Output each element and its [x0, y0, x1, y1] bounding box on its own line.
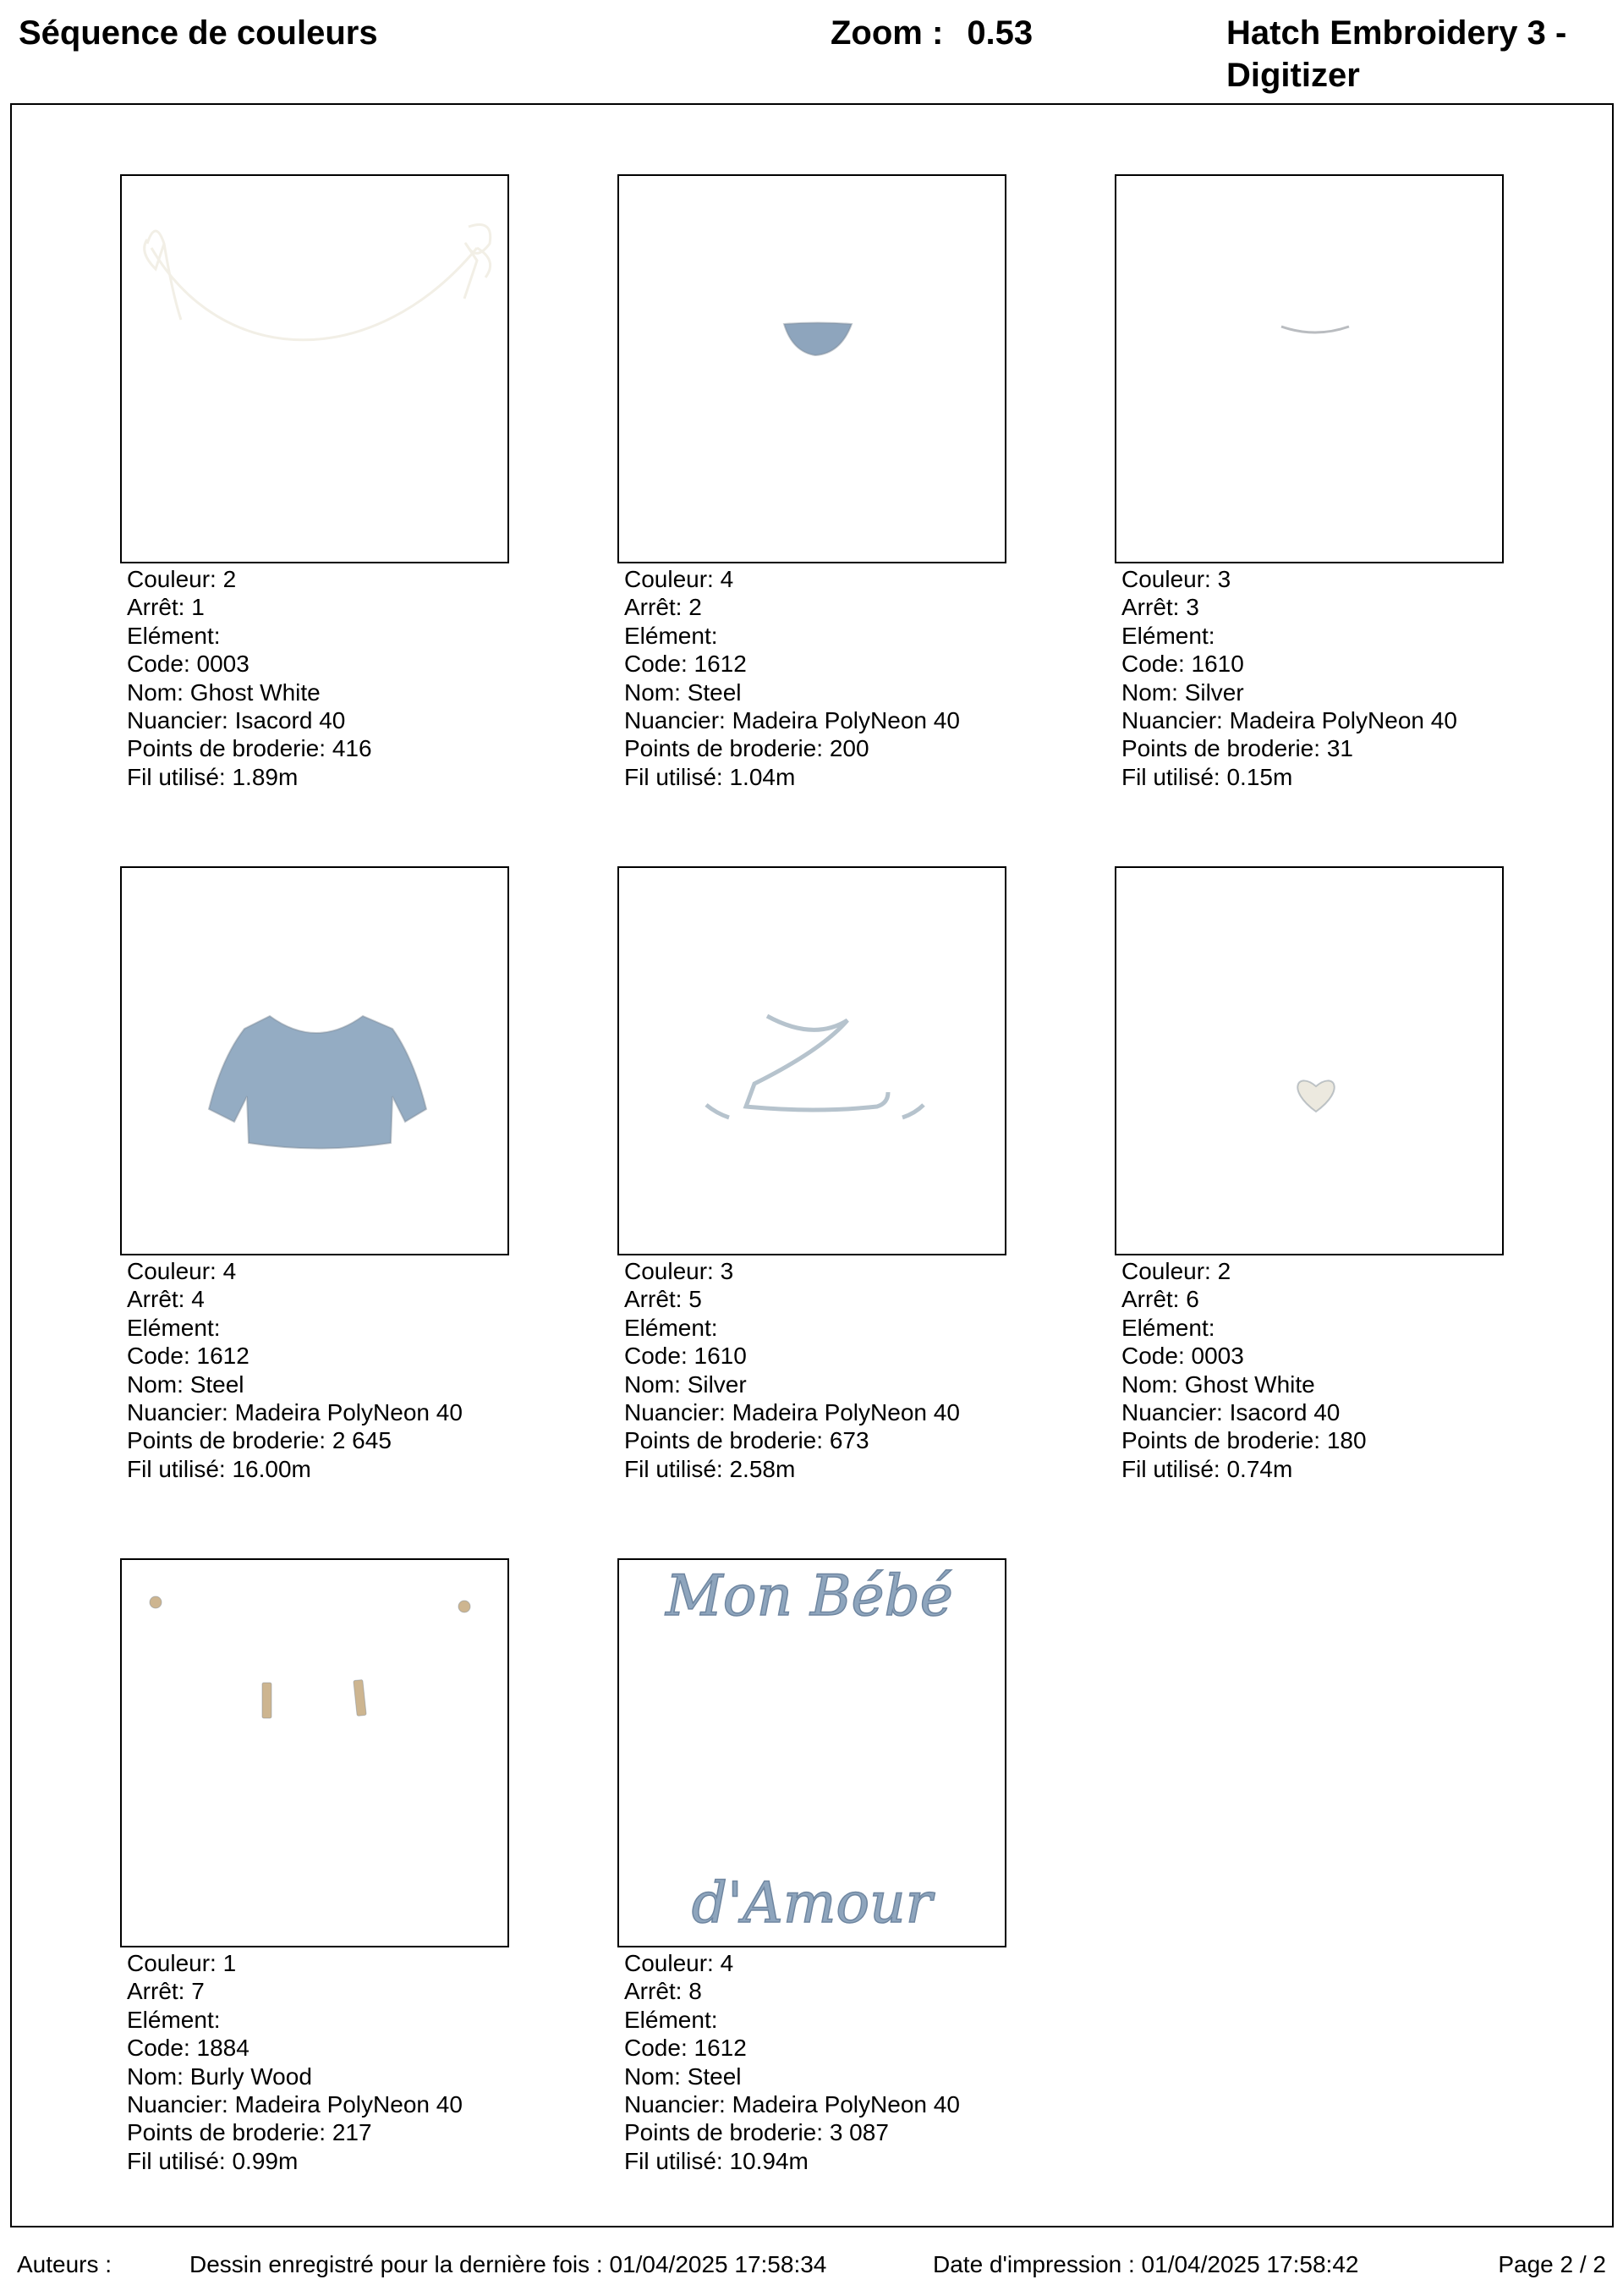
code-row: Code: 1612 — [127, 1343, 249, 1370]
stop-info — [1121, 565, 1512, 791]
stop-info — [127, 1949, 518, 2175]
nom-row: Nom: Ghost White — [1121, 1370, 1315, 1398]
zoom-label: Zoom : — [831, 14, 944, 52]
stitch-preview — [1115, 174, 1504, 563]
stop-info — [127, 1257, 518, 1483]
points-row: Points de broderie: 2 645 — [127, 1427, 392, 1454]
stop-card — [617, 174, 1015, 791]
thread-fill — [150, 1596, 162, 1608]
nuancier-row: Nuancier: Madeira PolyNeon 40 — [127, 2091, 463, 2118]
thread-fill — [262, 1683, 271, 1718]
stitch-preview — [617, 1558, 1006, 1947]
couleur-row: Couleur: 1 — [127, 1950, 237, 1976]
fil-row: Fil utilisé: 0.15m — [1121, 763, 1293, 790]
points-row: Points de broderie: 673 — [624, 1427, 869, 1454]
thread-fill — [354, 1679, 366, 1716]
arret-row: Arrêt: 8 — [624, 1978, 702, 2005]
thread-fill — [458, 1601, 470, 1612]
fil-row: Fil utilisé: 10.94m — [624, 2147, 809, 2174]
fil-row: Fil utilisé: 0.99m — [127, 2147, 299, 2174]
thread-stroke — [746, 1016, 888, 1110]
footer-authors: Auteurs : — [17, 2251, 112, 2277]
arret-row: Arrêt: 2 — [624, 594, 702, 621]
couleur-row: Couleur: 3 — [624, 1258, 734, 1284]
nom-row: Nom: Silver — [624, 1370, 747, 1398]
zoom-value: 0.53 — [967, 14, 1034, 52]
stop-card — [1115, 174, 1512, 791]
thread-stroke — [902, 1105, 924, 1118]
arret-row: Arrêt: 3 — [1121, 594, 1199, 621]
stop-card — [120, 174, 518, 791]
points-row: Points de broderie: 416 — [127, 735, 372, 762]
thread-stroke — [464, 225, 491, 299]
stop-card — [617, 1558, 1015, 2175]
code-row: Code: 1612 — [624, 2035, 747, 2062]
thread-stroke — [706, 1105, 729, 1118]
code-row: Code: 0003 — [127, 651, 249, 678]
thread-fill — [209, 1016, 426, 1149]
page-title: Séquence de couleurs — [19, 14, 378, 52]
arret-row: Arrêt: 7 — [127, 1978, 205, 2005]
nom-row: Nom: Silver — [1121, 678, 1244, 706]
neckline-arc-icon — [1116, 176, 1502, 562]
sweater-icon — [122, 868, 507, 1254]
fil-row: Fil utilisé: 0.74m — [1121, 1455, 1293, 1482]
nom-row: Nom: Ghost White — [127, 678, 321, 706]
couleur-row: Couleur: 4 — [624, 1950, 734, 1976]
stop-card — [120, 866, 518, 1483]
nuancier-row: Nuancier: Madeira PolyNeon 40 — [624, 707, 960, 734]
thread-stroke — [151, 248, 477, 340]
stitch-preview — [617, 866, 1006, 1255]
nuancier-row: Nuancier: Isacord 40 — [1121, 1399, 1341, 1426]
points-row: Points de broderie: 200 — [624, 735, 869, 762]
element-row: Elément: — [127, 622, 221, 649]
stop-card — [1115, 866, 1512, 1483]
stop-card — [617, 866, 1015, 1483]
code-row: Code: 1612 — [624, 651, 747, 678]
nom-row: Nom: Steel — [127, 1370, 244, 1398]
arret-row: Arrêt: 1 — [127, 594, 205, 621]
stop-info — [1121, 1257, 1512, 1483]
couleur-row: Couleur: 2 — [127, 566, 237, 592]
app-name: Hatch Embroidery 3 - Digitizer — [1226, 14, 1567, 94]
element-row: Elément: — [1121, 1314, 1215, 1341]
fil-row: Fil utilisé: 16.00m — [127, 1455, 311, 1482]
nuancier-row: Nuancier: Madeira PolyNeon 40 — [624, 1399, 960, 1426]
couleur-row: Couleur: 4 — [127, 1258, 237, 1284]
footer-page-number: Page 2 / 2 — [1498, 2251, 1606, 2277]
fil-row: Fil utilisé: 2.58m — [624, 1455, 796, 1482]
thread-fill — [1297, 1080, 1334, 1112]
element-row: Elément: — [624, 622, 718, 649]
stitch-preview — [120, 1558, 509, 1947]
stitch-preview — [1115, 866, 1504, 1255]
garland-icon — [122, 176, 507, 562]
arret-row: Arrêt: 5 — [624, 1286, 702, 1313]
sweater-outline-icon — [619, 868, 1005, 1254]
arret-row: Arrêt: 6 — [1121, 1286, 1199, 1313]
couleur-row: Couleur: 2 — [1121, 1258, 1231, 1284]
stitch-preview — [617, 174, 1006, 563]
code-row: Code: 1610 — [1121, 651, 1244, 678]
code-row: Code: 0003 — [1121, 1343, 1244, 1370]
element-row: Elément: — [624, 1314, 718, 1341]
element-row: Elément: — [1121, 622, 1215, 649]
lettering-icon — [619, 1560, 1005, 1946]
clothespin-icon — [122, 1560, 507, 1946]
nuancier-row: Nuancier: Isacord 40 — [127, 707, 346, 734]
footer-last-saved: Dessin enregistré pour la dernière fois : 01/04/2025 17:58:34 — [189, 2251, 827, 2277]
stop-card — [120, 1558, 518, 2175]
thread-fill — [784, 323, 852, 356]
embroidery-text-top: Mon Bébé — [666, 1563, 953, 1629]
nom-row: Nom: Burly Wood — [127, 2063, 312, 2090]
points-row: Points de broderie: 31 — [1121, 735, 1353, 762]
thread-stroke — [1281, 327, 1349, 332]
arret-row: Arrêt: 4 — [127, 1286, 205, 1313]
embroidery-text-bottom: d'Amour — [691, 1870, 933, 1936]
nuancier-row: Nuancier: Madeira PolyNeon 40 — [624, 2091, 960, 2118]
nom-row: Nom: Steel — [624, 678, 742, 706]
code-row: Code: 1610 — [624, 1343, 747, 1370]
points-row: Points de broderie: 3 087 — [624, 2119, 889, 2146]
stop-info — [624, 565, 1015, 791]
element-row: Elément: — [127, 2006, 221, 2033]
collar-icon — [619, 176, 1005, 562]
fil-row: Fil utilisé: 1.89m — [127, 763, 299, 790]
stop-info — [624, 1949, 1015, 2175]
footer-print-date: Date d'impression : 01/04/2025 17:58:42 — [933, 2251, 1359, 2277]
stitch-preview — [120, 174, 509, 563]
stop-info — [127, 565, 518, 791]
couleur-row: Couleur: 4 — [624, 566, 734, 592]
nuancier-row: Nuancier: Madeira PolyNeon 40 — [1121, 707, 1457, 734]
code-row: Code: 1884 — [127, 2035, 249, 2062]
nuancier-row: Nuancier: Madeira PolyNeon 40 — [127, 1399, 463, 1426]
nom-row: Nom: Steel — [624, 2063, 742, 2090]
stitch-preview — [120, 866, 509, 1255]
points-row: Points de broderie: 180 — [1121, 1427, 1367, 1454]
zoom-indicator — [831, 12, 1033, 54]
element-row: Elément: — [624, 2006, 718, 2033]
stop-info — [624, 1257, 1015, 1483]
heart-icon — [1116, 868, 1502, 1254]
fil-row: Fil utilisé: 1.04m — [624, 763, 796, 790]
points-row: Points de broderie: 217 — [127, 2119, 372, 2146]
element-row: Elément: — [127, 1314, 221, 1341]
couleur-row: Couleur: 3 — [1121, 566, 1231, 592]
